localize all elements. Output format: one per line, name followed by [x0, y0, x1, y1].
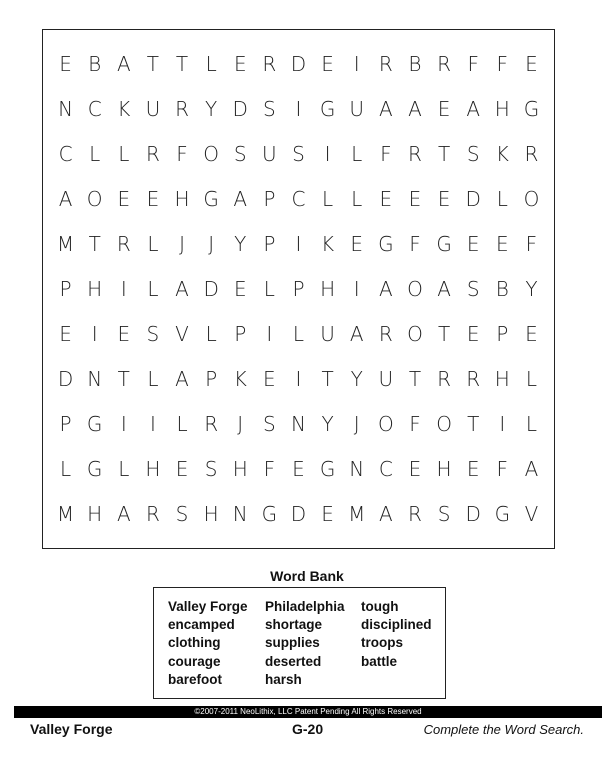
- grid-letter[interactable]: O: [407, 276, 423, 301]
- grid-letter[interactable]: C: [291, 187, 306, 212]
- grid-letter[interactable]: D: [232, 97, 248, 122]
- grid-letter[interactable]: L: [147, 366, 159, 391]
- grid-letter[interactable]: H: [145, 456, 161, 481]
- word-bank-word: harsh: [265, 671, 302, 687]
- grid-letter[interactable]: M: [348, 501, 366, 526]
- grid-letter[interactable]: J: [208, 232, 215, 257]
- grid-letter[interactable]: T: [146, 52, 160, 77]
- instructions: Complete the Word Search.: [423, 722, 584, 737]
- grid-letter[interactable]: A: [116, 501, 131, 526]
- grid-letter[interactable]: N: [58, 97, 74, 122]
- grid-letter[interactable]: P: [59, 411, 72, 436]
- grid-letter[interactable]: L: [59, 456, 72, 481]
- grid-letter[interactable]: I: [295, 232, 302, 257]
- grid-letter[interactable]: G: [378, 232, 394, 257]
- word-bank-word: supplies: [265, 635, 320, 651]
- grid-letter[interactable]: O: [436, 411, 452, 436]
- grid-letter[interactable]: P: [205, 366, 218, 391]
- grid-letter[interactable]: G: [523, 97, 540, 122]
- grid-letter[interactable]: T: [467, 411, 480, 436]
- word-bank-word: shortage: [265, 617, 323, 633]
- grid-letter[interactable]: F: [525, 232, 538, 257]
- grid-letter[interactable]: E: [495, 232, 509, 257]
- grid-letter[interactable]: E: [466, 321, 480, 346]
- grid-letter[interactable]: E: [175, 456, 189, 481]
- grid-letter[interactable]: S: [233, 142, 247, 167]
- grid-letter[interactable]: E: [525, 321, 538, 346]
- grid-letter[interactable]: R: [204, 411, 219, 436]
- grid-letter[interactable]: R: [437, 366, 452, 391]
- grid-letter[interactable]: E: [321, 501, 334, 526]
- grid-letter[interactable]: E: [437, 97, 451, 122]
- grid-letter[interactable]: V: [524, 501, 539, 526]
- grid-letter[interactable]: N: [87, 366, 103, 391]
- grid-letter[interactable]: I: [353, 52, 360, 77]
- grid-letter[interactable]: H: [436, 456, 452, 481]
- grid-letter[interactable]: I: [120, 276, 127, 301]
- grid-letter[interactable]: A: [379, 501, 393, 526]
- grid-letter[interactable]: I: [295, 366, 302, 391]
- grid-letter[interactable]: N: [291, 411, 306, 436]
- grid-letter[interactable]: O: [377, 411, 394, 436]
- grid-letter[interactable]: L: [176, 411, 188, 436]
- word-bank-column: [168, 598, 265, 689]
- grid-letter[interactable]: R: [437, 52, 452, 77]
- grid-letter[interactable]: L: [496, 187, 508, 212]
- word-bank-word: disciplined: [361, 617, 432, 633]
- grid-letter[interactable]: L: [322, 187, 334, 212]
- word-search-box: [42, 29, 555, 549]
- word-bank-box: [153, 587, 446, 699]
- grid-letter[interactable]: L: [205, 52, 217, 77]
- grid-letter[interactable]: A: [116, 52, 131, 77]
- grid-letter[interactable]: V: [175, 321, 189, 346]
- grid-letter[interactable]: P: [292, 276, 305, 301]
- grid-letter[interactable]: F: [496, 52, 509, 77]
- grid-letter[interactable]: E: [408, 187, 422, 212]
- grid-letter[interactable]: U: [262, 142, 277, 167]
- grid-letter[interactable]: I: [353, 276, 360, 301]
- grid-letter[interactable]: O: [203, 142, 220, 167]
- grid-letter[interactable]: H: [87, 501, 103, 526]
- grid-letter[interactable]: N: [349, 456, 365, 481]
- grid-letter[interactable]: D: [290, 501, 307, 526]
- grid-letter[interactable]: S: [175, 501, 189, 526]
- grid-letter[interactable]: E: [292, 456, 305, 481]
- grid-letter[interactable]: U: [145, 97, 161, 122]
- grid-letter[interactable]: H: [203, 501, 219, 526]
- grid-letter[interactable]: L: [292, 321, 305, 346]
- grid-letter[interactable]: G: [86, 456, 103, 481]
- word-bank-word: battle: [361, 653, 398, 669]
- grid-letter[interactable]: E: [408, 456, 422, 481]
- grid-letter[interactable]: E: [379, 187, 393, 212]
- grid-letter[interactable]: S: [204, 456, 218, 481]
- grid-letter[interactable]: J: [353, 411, 360, 436]
- grid-letter[interactable]: M: [56, 501, 75, 526]
- grid-letter[interactable]: Y: [234, 232, 247, 257]
- grid-letter[interactable]: H: [232, 456, 248, 481]
- grid-letter[interactable]: K: [321, 232, 335, 257]
- grid-letter[interactable]: H: [320, 276, 336, 301]
- grid-letter[interactable]: L: [263, 276, 275, 301]
- grid-letter[interactable]: E: [117, 321, 131, 346]
- grid-letter[interactable]: O: [523, 187, 540, 212]
- grid-letter[interactable]: A: [175, 276, 189, 301]
- grid-letter[interactable]: H: [174, 187, 190, 212]
- word-bank-word: encamped: [168, 617, 235, 633]
- grid-letter[interactable]: R: [262, 52, 277, 77]
- grid-letter[interactable]: F: [496, 456, 509, 481]
- grid-letter[interactable]: F: [176, 142, 188, 167]
- grid-letter[interactable]: N: [232, 501, 248, 526]
- grid-letter[interactable]: B: [408, 52, 422, 77]
- grid-letter[interactable]: G: [261, 501, 278, 526]
- grid-letter[interactable]: K: [117, 97, 131, 122]
- grid-letter[interactable]: H: [494, 366, 510, 391]
- grid-letter[interactable]: A: [379, 276, 393, 301]
- grid-letter[interactable]: M: [56, 232, 75, 257]
- grid-letter[interactable]: T: [88, 232, 101, 257]
- grid-letter[interactable]: E: [146, 187, 160, 212]
- grid-letter[interactable]: K: [495, 142, 509, 167]
- grid-letter[interactable]: R: [466, 366, 481, 391]
- grid-letter[interactable]: R: [408, 501, 422, 526]
- word-bank-word: barefoot: [168, 671, 222, 687]
- grid-letter[interactable]: A: [58, 187, 73, 212]
- grid-letter[interactable]: E: [466, 232, 480, 257]
- grid-letter[interactable]: D: [203, 276, 219, 301]
- grid-letter[interactable]: E: [350, 232, 364, 257]
- grid-letter[interactable]: S: [466, 276, 480, 301]
- grid-letter[interactable]: A: [466, 97, 481, 122]
- grid-letter[interactable]: A: [408, 97, 422, 122]
- grid-letter[interactable]: I: [149, 411, 156, 436]
- word-bank-word: Valley Forge: [168, 599, 248, 614]
- grid-letter[interactable]: P: [263, 187, 276, 212]
- grid-letter[interactable]: D: [290, 52, 307, 77]
- grid-letter[interactable]: U: [320, 321, 335, 346]
- grid-letter[interactable]: G: [86, 411, 103, 436]
- grid-letter[interactable]: T: [321, 366, 334, 391]
- grid-letter[interactable]: I: [120, 411, 127, 436]
- grid-letter[interactable]: F: [263, 456, 276, 481]
- grid-letter[interactable]: L: [351, 142, 363, 167]
- grid-letter[interactable]: U: [378, 366, 394, 391]
- grid-letter[interactable]: E: [321, 52, 334, 77]
- grid-letter[interactable]: L: [89, 142, 101, 167]
- grid-letter[interactable]: K: [233, 366, 247, 391]
- grid-letter[interactable]: I: [295, 97, 302, 122]
- worksheet-topic: Valley Forge: [30, 721, 113, 737]
- grid-letter[interactable]: A: [524, 456, 539, 481]
- grid-letter[interactable]: R: [116, 232, 131, 257]
- grid-letter[interactable]: S: [263, 97, 276, 122]
- grid-letter[interactable]: E: [59, 321, 72, 346]
- grid-letter[interactable]: S: [146, 321, 160, 346]
- grid-letter[interactable]: E: [263, 366, 276, 391]
- grid-letter[interactable]: T: [408, 366, 422, 391]
- grid-letter[interactable]: Y: [525, 276, 538, 301]
- grid-letter[interactable]: C: [58, 142, 73, 167]
- grid-letter[interactable]: A: [437, 276, 451, 301]
- grid-letter[interactable]: G: [436, 232, 452, 257]
- grid-letter[interactable]: I: [91, 321, 98, 346]
- word-bank-columns: [168, 598, 435, 689]
- word-bank-column: [361, 598, 432, 689]
- grid-letter[interactable]: C: [87, 97, 102, 122]
- grid-letter[interactable]: L: [147, 276, 159, 301]
- grid-letter[interactable]: T: [437, 142, 451, 167]
- word-bank-word: deserted: [265, 653, 322, 669]
- grid-letter[interactable]: B: [88, 52, 102, 77]
- grid-letter[interactable]: L: [118, 456, 130, 481]
- grid-letter[interactable]: B: [495, 276, 509, 301]
- grid-letter[interactable]: D: [465, 501, 481, 526]
- grid-letter[interactable]: S: [292, 142, 305, 167]
- word-bank-word: tough: [361, 599, 399, 614]
- word-bank-word: Philadelphia: [265, 599, 345, 614]
- word-bank-word: troops: [361, 635, 403, 651]
- grid-letter[interactable]: S: [263, 411, 276, 436]
- grid-letter[interactable]: S: [437, 501, 451, 526]
- grid-letter[interactable]: Y: [350, 366, 363, 391]
- grid-letter[interactable]: R: [145, 142, 160, 167]
- grid-letter[interactable]: U: [349, 97, 365, 122]
- word-bank-column: [265, 598, 361, 689]
- grid-letter[interactable]: A: [175, 366, 189, 391]
- letter-grid: [51, 42, 546, 536]
- grid-letter[interactable]: G: [203, 187, 219, 212]
- grid-letter[interactable]: D: [465, 187, 481, 212]
- grid-letter[interactable]: L: [205, 321, 217, 346]
- grid-letter[interactable]: E: [466, 456, 480, 481]
- grid-letter[interactable]: G: [319, 456, 336, 481]
- grid-letter[interactable]: S: [466, 142, 480, 167]
- grid-letter[interactable]: G: [319, 97, 336, 122]
- grid-letter[interactable]: O: [407, 321, 423, 346]
- grid-letter[interactable]: P: [263, 232, 276, 257]
- grid-letter[interactable]: E: [525, 52, 538, 77]
- grid-letter[interactable]: F: [409, 411, 421, 436]
- grid-letter[interactable]: I: [324, 142, 331, 167]
- page-number: G-20: [292, 721, 324, 737]
- grid-letter[interactable]: R: [524, 142, 539, 167]
- grid-letter[interactable]: A: [233, 187, 248, 212]
- grid-letter[interactable]: L: [525, 411, 538, 436]
- grid-letter[interactable]: E: [233, 276, 247, 301]
- grid-letter[interactable]: G: [494, 501, 511, 526]
- grid-letter[interactable]: F: [409, 232, 421, 257]
- grid-letter[interactable]: F: [467, 52, 479, 77]
- grid-letter[interactable]: R: [378, 52, 393, 77]
- grid-letter[interactable]: R: [175, 97, 189, 122]
- grid-letter[interactable]: O: [86, 187, 103, 212]
- grid-letter[interactable]: L: [147, 232, 159, 257]
- grid-letter[interactable]: P: [496, 321, 509, 346]
- grid-letter[interactable]: T: [175, 52, 189, 77]
- grid-letter[interactable]: Y: [321, 411, 334, 436]
- grid-letter[interactable]: L: [525, 366, 538, 391]
- grid-letter[interactable]: F: [380, 142, 392, 167]
- copyright-bar: ©2007-2011 NeoLithix, LLC Patent Pending All Rights Reserved: [14, 706, 602, 718]
- grid-letter[interactable]: I: [266, 321, 273, 346]
- grid-letter[interactable]: E: [59, 52, 72, 77]
- word-bank-title: Word Bank: [270, 568, 344, 584]
- grid-letter[interactable]: C: [378, 456, 393, 481]
- grid-letter[interactable]: H: [87, 276, 103, 301]
- word-bank-word: clothing: [168, 635, 221, 651]
- grid-letter[interactable]: L: [118, 142, 130, 167]
- word-bank-word: courage: [168, 653, 221, 669]
- grid-letter[interactable]: T: [117, 366, 130, 391]
- grid-letter[interactable]: I: [499, 411, 506, 436]
- grid-letter[interactable]: E: [233, 52, 247, 77]
- grid-letter[interactable]: A: [379, 97, 393, 122]
- grid-letter[interactable]: Y: [205, 97, 218, 122]
- grid-letter[interactable]: J: [179, 232, 185, 257]
- grid-letter[interactable]: R: [408, 142, 422, 167]
- grid-letter[interactable]: H: [494, 97, 510, 122]
- grid-letter[interactable]: R: [378, 321, 393, 346]
- grid-letter[interactable]: E: [117, 187, 131, 212]
- grid-letter[interactable]: J: [237, 411, 244, 436]
- grid-letter[interactable]: P: [59, 276, 72, 301]
- grid-letter[interactable]: R: [145, 501, 160, 526]
- grid-letter[interactable]: A: [349, 321, 364, 346]
- grid-letter[interactable]: E: [437, 187, 451, 212]
- grid-letter[interactable]: L: [351, 187, 363, 212]
- grid-letter[interactable]: P: [234, 321, 247, 346]
- grid-letter[interactable]: T: [437, 321, 451, 346]
- grid-letter[interactable]: D: [57, 366, 74, 391]
